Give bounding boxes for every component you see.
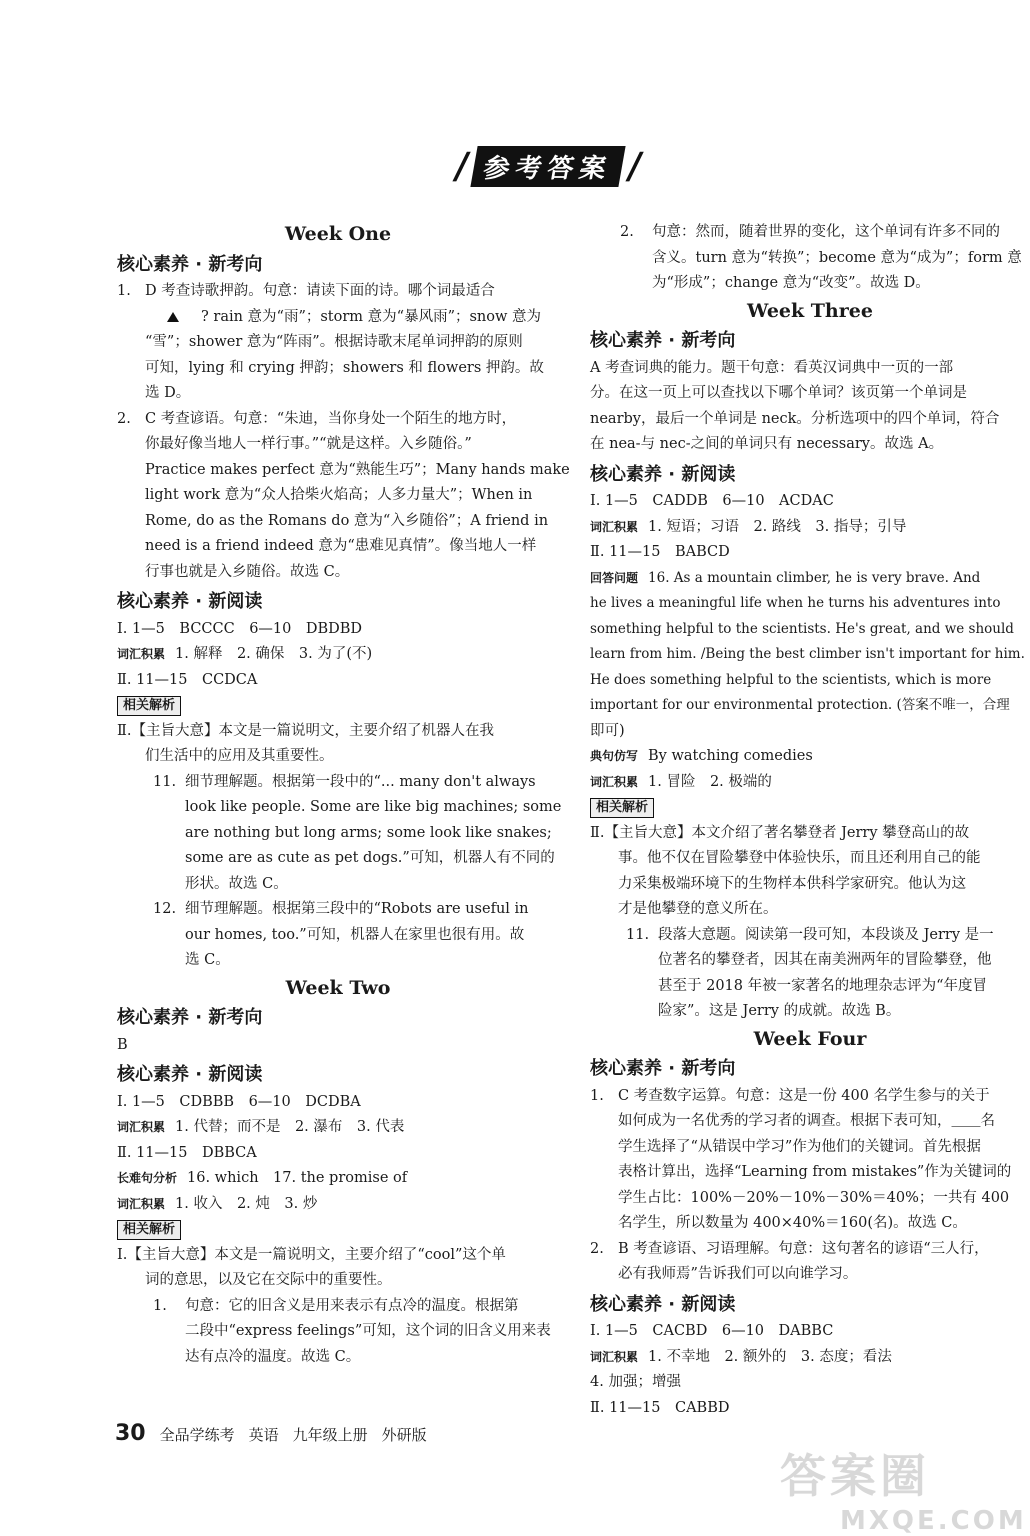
answer-item	[117, 407, 570, 586]
item-number: 2.	[117, 410, 131, 427]
text-line: 二段中“express feelings”可知，这个词的旧含义用来表	[185, 1323, 551, 1339]
text-line: 甚至于 2018 年被一家著名的地理杂志评为“年度冒	[658, 977, 988, 994]
text-line: He does something helpful to the scientists, which is more	[590, 671, 992, 688]
text-line: 细节理解题。根据第一段中的“... many don't always	[185, 773, 536, 790]
text-line: 学生占比：100%－20%－10%－30%＝40%；一共有 400	[618, 1189, 1010, 1206]
section-heading: 核心素养 · 新阅读	[117, 1064, 263, 1085]
analysis-item	[117, 897, 559, 974]
analysis-item	[590, 220, 1030, 297]
vocab-answers: 1. 代替；而不是 2. 瀑布 3. 代表	[175, 1119, 405, 1135]
section-heading: 核心素养 · 新阅读	[117, 591, 263, 612]
text-line: something helpful to the scientists. He's great, and we should	[590, 620, 1014, 637]
text-line: 选 D。	[145, 385, 191, 401]
text-line: 16. As a mountain climber, he is very brave. And	[648, 569, 981, 586]
answer-key: Ⅰ. 1—5 CACBD 6—10 DABBC	[590, 1323, 834, 1339]
text-line: need is a friend indeed 意为“患难见真情”。像当地人一样	[145, 538, 537, 554]
brand-name: 全品学练考	[159, 1426, 235, 1444]
sentence-label: 典句仿写	[590, 749, 639, 763]
page-number: 30	[115, 1421, 146, 1446]
text-line: 在 nea-与 nec-之间的单词只有 necessary。故选 A。	[590, 436, 944, 452]
triangle-blank-icon	[167, 312, 179, 322]
week-four-title: Week Four	[753, 1027, 867, 1050]
vocab-answers: 1. 冒险 2. 极端的	[648, 773, 772, 790]
vocab-label: 词汇积累	[590, 519, 639, 534]
analysis-item	[117, 770, 562, 898]
vocab-label: 词汇积累	[117, 1120, 166, 1134]
text-line: 达有点冷的温度。故选 C。	[185, 1348, 361, 1365]
text-line: Rome, do as the Romans do 意为“入乡随俗”；A friend in	[145, 512, 549, 529]
analysis-badge: 相关解析	[117, 1220, 181, 1240]
vocab-answers: 1. 解释 2. 确保 3. 为了(不)	[175, 646, 373, 662]
text-line: he lives a meaningful life when he turns his adventures into	[590, 595, 1001, 611]
page-title	[451, 145, 690, 187]
vocab-label: 词汇积累	[590, 774, 639, 789]
analysis-badge: 相关解析	[590, 798, 654, 818]
section-heading: 核心素养 · 新阅读	[590, 463, 736, 485]
text-line: 含义。turn 意为“转换”；become 意为“成为”；form 意	[652, 249, 1022, 266]
long-sentence-label: 长难句分析	[117, 1171, 178, 1185]
section-heading: 核心素养 · 新考向	[117, 1007, 263, 1028]
text-line: 力采集极端环境下的生物样本供科学家研究。他认为这	[618, 875, 966, 892]
text-line: 词的意思，以及它在交际中的重要性。	[145, 1272, 392, 1288]
text-line: 位著名的攀登者，因其在南美洲两年的冒险攀登，他	[658, 952, 992, 968]
title-slash-right: /	[624, 145, 645, 187]
answer-key: Ⅱ. 11—15 BABCD	[590, 544, 730, 560]
text-line: Ⅱ.【主旨大意】本文是一篇说明文，主要介绍了机器人在我	[117, 722, 494, 739]
text-line: 名学生，所以数量为 400×40%＝160(名)。故选 C。	[618, 1215, 967, 1231]
vocab-label: 词汇积累	[117, 1196, 166, 1211]
text-line: A 考查词典的能力。题干句意：看英汉词典中一页的一部	[590, 359, 954, 376]
answer-item	[590, 1084, 1030, 1237]
answer-key: Ⅱ. 11—15 DBBCA	[117, 1144, 257, 1161]
text-line: 可知，lying 和 crying 押韵；showers 和 flowers 押韵。故	[145, 359, 544, 376]
text-line: 选 C。	[185, 952, 230, 968]
text-line: are nothing but long arms; some look like snakes;	[185, 824, 552, 841]
grade-name: 九年级上册	[292, 1426, 368, 1444]
text-line: learn from him. /Being the best climber isn't important for him.	[590, 646, 1025, 662]
item-number: 1.	[153, 1297, 167, 1314]
answer-key: Ⅰ. 1—5 CADDB 6—10 ACDAC	[590, 493, 834, 509]
text-line: C 考查数字运算。句意：这是一份 400 名学生参与的关于	[618, 1087, 990, 1104]
text-line: 如何成为一名优秀的学习者的调查。根据下表可知，＿＿名	[618, 1113, 995, 1129]
week-one-title: Week One	[284, 223, 392, 245]
section-heading: 核心素养 · 新考向	[117, 253, 263, 275]
answer-key: Ⅱ. 11—15 CABBD	[590, 1399, 730, 1416]
section-heading: 核心素养 · 新考向	[590, 1058, 736, 1079]
text-line: 你最好像当地人一样行事。”“就是这样。入乡随俗。”	[145, 436, 472, 452]
section-heading: 核心素养 · 新考向	[590, 330, 736, 351]
vocab-label: 词汇积累	[117, 647, 166, 661]
text-line: light work 意为“众人拾柴火焰高；人多力量大”；When in	[145, 487, 533, 503]
watermark-main: 答案圈	[780, 1449, 930, 1503]
text-line: B 考查谚语、习语理解。句意：这句著名的谚语“三人行，	[618, 1240, 989, 1257]
text-line: nearby，最后一个单词是 neck。分析选项中的四个单词，符合	[590, 410, 1000, 427]
section-heading: 核心素养 · 新阅读	[590, 1293, 736, 1315]
text-line: D 考查诗歌押韵。句意：请读下面的诗。哪个词最适合	[145, 283, 495, 299]
text-line: Ⅰ.【主旨大意】本文是一篇说明文，主要介绍了“cool”这个单	[117, 1246, 506, 1263]
item-number: 2.	[620, 224, 634, 240]
text-line: 险家”。这是 Jerry 的成就。故选 B。	[658, 1003, 901, 1019]
left-column	[117, 220, 570, 1370]
text-line: “雪”；shower 意为“阵雨”。根据诗歌末尾单词押韵的原则	[145, 334, 523, 350]
analysis-badge: 相关解析	[117, 696, 181, 716]
text-line: ? rain 意为“雨”；storm 意为“暴风雨”；snow 意为	[201, 308, 542, 325]
text-line: 必有我师焉”告诉我们可以向谁学习。	[618, 1266, 858, 1282]
answer-key: B	[117, 1036, 128, 1053]
text-line: C 考查谚语。句意：“朱迪，当你身处一个陌生的地方时，	[145, 410, 517, 427]
item-number: 11.	[153, 773, 177, 790]
vocab-label: 词汇积累	[590, 1349, 639, 1364]
text-line: 细节理解题。根据第三段中的“Robots are useful in	[185, 901, 529, 917]
text-line: 句意：然而，随着世界的变化，这个单词有许多不同的	[652, 224, 1000, 240]
text-line: 们生活中的应用及其重要性。	[145, 748, 334, 764]
vocab-answers: 1. 收入 2. 炖 3. 炒	[175, 1195, 318, 1212]
edition-name: 外研版	[381, 1426, 427, 1444]
text-line: 才是他攀登的意义所在。	[618, 901, 778, 917]
item-number: 1.	[590, 1087, 604, 1104]
text-line: 段落大意题。阅读第一段可知，本段谈及 Jerry 是一	[658, 926, 994, 943]
question-label: 回答问题	[590, 570, 639, 585]
text-line: important for our environmental protection. (答案不唯一，合理	[590, 697, 1010, 713]
analysis-item	[590, 923, 1030, 1025]
text-line: 句意：它的旧含义是用来表示有点冷的温度。根据第	[185, 1297, 519, 1314]
text-line: 即可)	[590, 722, 625, 739]
analysis-item	[117, 1294, 559, 1371]
item-number: 2.	[590, 1240, 604, 1257]
watermark-url: MXQE.COM	[840, 1506, 1027, 1536]
text-line: some are as cute as pet dogs.”可知，机器人有不同的	[185, 850, 555, 866]
vocab-answers: 1. 短语；习语 2. 路线 3. 指导；引导	[648, 518, 907, 535]
subject-name: 英语	[248, 1426, 279, 1444]
text-line: Practice makes perfect 意为“熟能生巧”；Many hands make	[145, 461, 570, 478]
sentence-answer: By watching comedies	[648, 748, 813, 764]
week-two-title: Week Two	[285, 976, 391, 999]
text-line: 表格计算出，选择“Learning from mistakes”作为关键词的	[618, 1164, 1012, 1180]
text-line: look like people. Some are like big machines; some	[185, 799, 562, 815]
answer-item	[590, 1237, 1030, 1288]
answer-key: Ⅰ. 1—5 BCCCC 6—10 DBDBD	[117, 620, 363, 637]
vocab-answers: 1. 不幸地 2. 额外的 3. 态度；看法	[648, 1348, 892, 1365]
text-line: 事。他不仅在冒险攀登中体验快乐，而且还利用自己的能	[618, 850, 981, 866]
title-slash-left: /	[451, 145, 472, 187]
item-number: 1.	[117, 283, 131, 299]
right-column	[590, 220, 1030, 1421]
text-line: 形状。故选 C。	[185, 875, 288, 892]
long-sentence-answers: 16. which 17. the promise of	[187, 1170, 408, 1186]
text-line: 行事也就是入乡随俗。故选 C。	[145, 563, 350, 580]
text-line: our homes, too.”可知，机器人在家里也很有用。故	[185, 926, 525, 943]
watermark-logo	[780, 1440, 1027, 1536]
answer-item	[117, 279, 559, 407]
text-line: 为“形成”；change 意为“改变”。故选 D。	[652, 275, 930, 291]
text-line: 学生选择了“从错误中学习”作为他们的关键词。首先根据	[618, 1138, 981, 1155]
answer-key: Ⅰ. 1—5 CDBBB 6—10 DCDBA	[117, 1093, 361, 1110]
title-text: 参考答案	[471, 146, 626, 187]
answer-key: Ⅱ. 11—15 CCDCA	[117, 671, 258, 688]
vocab-answers: 4. 加强；增强	[590, 1374, 681, 1390]
page-footer	[115, 1421, 441, 1446]
text-line: 分。在这一页上可以查找以下哪个单词？该页第一个单词是	[590, 385, 967, 401]
week-three-title: Week Three	[747, 299, 873, 322]
item-number: 11.	[626, 926, 650, 943]
item-number: 12.	[153, 901, 177, 917]
text-line: Ⅱ.【主旨大意】本文介绍了著名攀登者 Jerry 攀登高山的故	[590, 824, 970, 841]
